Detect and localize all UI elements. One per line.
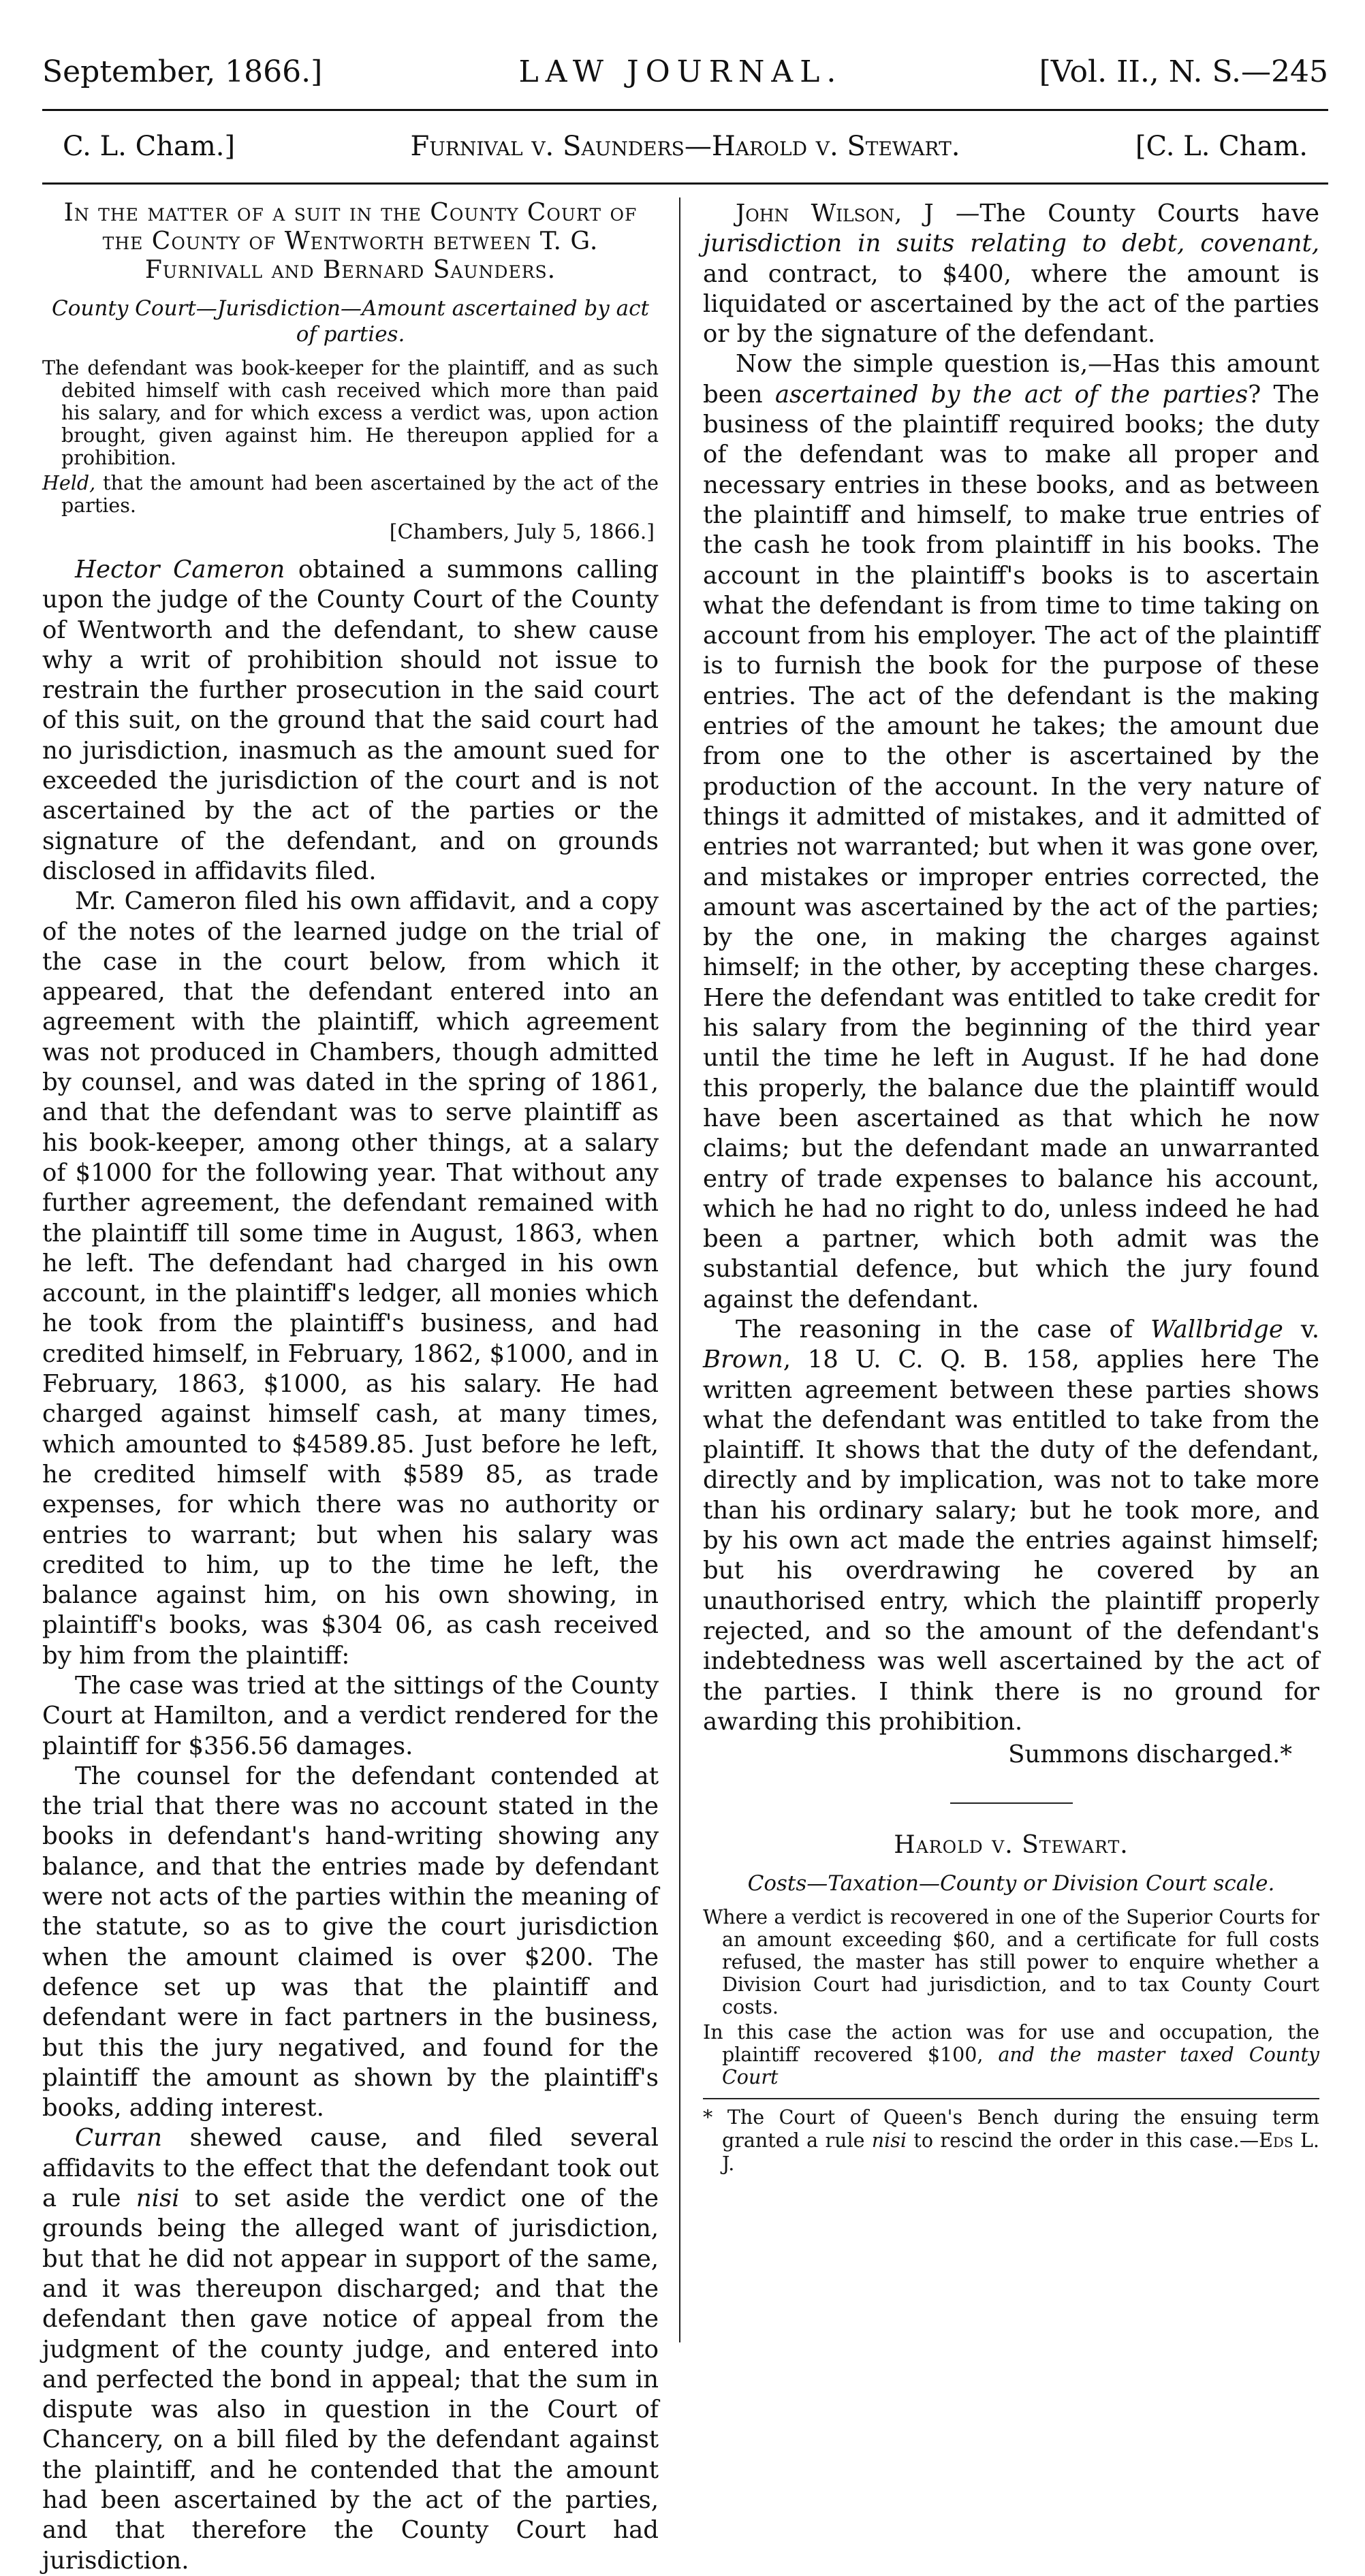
footnote-rule (703, 2098, 1319, 2099)
case-separator-rule (950, 1802, 1073, 1804)
case-names: Furnival v. Saunders—Harold v. Stewart. (410, 131, 960, 162)
court-left: C. L. Cham.] (63, 131, 236, 162)
case2-title: Harold v. Stewart. (894, 1831, 1129, 1860)
header-volume-page: [Vol. II., N. S.—245 (1039, 54, 1328, 89)
case1-para-6: John Wilson, J —The County Courts have jurisdiction in suits relating to debt, covenant, and contract, to $400, where the amount is liquidated or ascertained by the act of the parties or by the signature of the defendant. (703, 200, 1320, 349)
court-right: [C. L. Cham. (1135, 131, 1308, 162)
case1-headnote-1: The defendant was book-keeper for the plaintiff, and as such debited himself with cash received which more than paid his salary, and for which excess a verdict was, upon action brought, given against him. He thereupon applied for a prohibition. (42, 357, 659, 469)
column-divider (679, 197, 680, 2342)
case1-para-5: Curran shewed cause, and filed several affidavits to the effect that the defendant took out a rule nisi to set aside the verdict one of the grounds being the alleged want of jurisdiction, but that he did not appear in support of the same, and it was thereupon discharged; and that the defendant then gave notice of appeal from the judgment of the county judge, and entered into and perfected the bond in appeal; that the sum in dispute was also in question in the Court of Chancery, on a bill filed by the defendant against the plaintiff, and he contended that the amount had been ascertained by the act of the parties, and that therefore the County Court had jurisdiction. (42, 2124, 659, 2575)
header-rule-bottom (42, 182, 1328, 185)
case1-para-1: Hector Cameron obtained a summons calling upon the judge of the County Court of the County of Wentworth and the defendant, to shew cause why a writ of prohibition should not issue to restrain the further prosecution in the said court of this suit, on the ground that the said court had no jurisdiction, inasmuch as the amount sued for exceeded the jurisdiction of the court and is not ascertained by the act of the parties or the signature of the defendant, and on grounds disclosed in affidavits filed. (42, 556, 659, 885)
running-header (42, 54, 1328, 89)
case1-para-3: The case was tried at the sittings of the County Court at Hamilton, and a verdict rendered for the plaintiff for $356.56 damages. (42, 1671, 659, 1760)
case1-headnote-2: Held, that the amount had been ascertained by the act of the parties. (42, 472, 659, 517)
left-column (42, 199, 659, 2576)
case1-para-4: The counsel for the defendant contended at the trial that there was no account stated in the books in defendant's hand-writing showing any balance, and that the entries made by defendant were not acts of the parties within the meaning of the statute, so as to give the court jurisdiction when the amount claimed is over $200. The defence set up was that the plaintiff and defendant were in fact partners in the business, but this the jury negatived, and found for the plaintiff the amount as shown by the plaintiff's books, adding interest. (42, 1762, 659, 2122)
case1-para-7: Now the simple question is,—Has this amount been ascertained by the act of the parties? The business of the plaintiff required books; the duty of the defendant was to make all proper and necessary entries in these books, and as between the plaintiff and himself, to make true entries of the cash he took from plaintiff in his books. The account in the plaintiff's books is to ascertain what the defendant is from time to time taking on account from his employer. The act of the plaintiff is to furnish the book for the purpose of these entries. The act of the defendant is the making entries of the amount he takes; the amount due from one to the other is ascertained by the production of the account. In the very nature of things it admitted of mistakes, and it admitted of entries not warranted; but when it was gone over, and mistakes or improper entries corrected, the amount was ascertained by the act of the parties; by the one, in making the charges against himself; in the other, by accepting these charges. Here the defendant was entitled to take credit for his salary from the beginning of the third year until the time he left in August. If he had done this properly, the balance due the plaintiff would have been ascertained as that which he now claims; but the defendant made an unwarranted entry of trade expenses to balance his account, which he had no right to do, unless indeed he had been a partner, which both admit was the substantial defence, but which the jury found against the defendant. (703, 350, 1320, 1314)
case2-headnote-1: Where a verdict is recovered in one of the Superior Courts for an amount exceeding $60, and a certificate for full costs refused, the master has still power to enquire whether a Division Court had jurisdiction, and to tax County Court costs. (703, 1906, 1319, 2019)
case2-subtitle: Costs—Taxation—County or Division Court scale. (747, 1871, 1275, 1896)
editors-signature: Eds L. J. (722, 2129, 1319, 2176)
header-date: September, 1866.] (42, 54, 323, 89)
case1-result: Summons discharged.* (1008, 1740, 1292, 1769)
header-rule-top (42, 109, 1328, 111)
footnote: * The Court of Queen's Bench during the ensuing term granted a rule nisi to rescind the order in this case.—Eds L. J. (703, 2106, 1319, 2176)
case1-date: [Chambers, July 5, 1866.] (389, 520, 655, 544)
case1-title: In the matter of a suit in the County Court of the County of Wentworth between T. G. Furnivall and Bernard Saunders. (63, 199, 638, 284)
right-column (703, 199, 1319, 2176)
case-header (63, 131, 1308, 162)
case1-para-8: The reasoning in the case of Wallbridge v. Brown, 18 U. C. Q. B. 158, applies here The written agreement between these parties shows what the defendant was entitled to take from the plaintiff. It shows that the duty of the defendant, directly and by implication, was not to take more than his ordinary salary; but he took more, and by his own act made the entries against himself; but his overdrawing he covered by an unauthorised entry, which the plaintiff properly rejected, and so the amount of the defendant's indebtedness was well ascertained by the act of the parties. I think there is no ground for awarding this prohibition. (703, 1315, 1319, 1736)
case1-subtitle: County Court—Jurisdiction—Amount ascertained by act of parties. (52, 296, 649, 347)
held-label: Held, (42, 472, 96, 494)
case1-para-2: Mr. Cameron filed his own affidavit, and a copy of the notes of the learned judge on the trial of the case in the court below, from which it appeared, that the defendant entered into an agreement with the plaintiff, which agreement was not produced in Chambers, though admitted by counsel, and was dated in the spring of 1861, and that the defendant was to serve plaintiff as his book-keeper, among other things, at a salary of $1000 for the following year. That without any further agreement, the defendant remained with the plaintiff till some time in August, 1863, when he left. The defendant had charged in his own account, in the plaintiff's ledger, all monies which he took from the plaintiff's business, and had credited himself, in February, 1862, $1000, and in February, 1863, $1000, as his salary. He had charged against himself cash, at many times, which amounted to $4589.85. Just before he left, he credited himself with $589 85, as trade expenses, for which there was no authority or entries to warrant; but when his salary was credited to him, up to the time he left, the balance against him, on his own showing, in plaintiff's books, was $304 06, as cash received by him from the plaintiff: (42, 887, 659, 1670)
case2-headnote-2: In this case the action was for use and occupation, the plaintiff recovered $100, and the master taxed County Court (703, 2021, 1319, 2089)
journal-title: LAW JOURNAL. (518, 54, 843, 89)
